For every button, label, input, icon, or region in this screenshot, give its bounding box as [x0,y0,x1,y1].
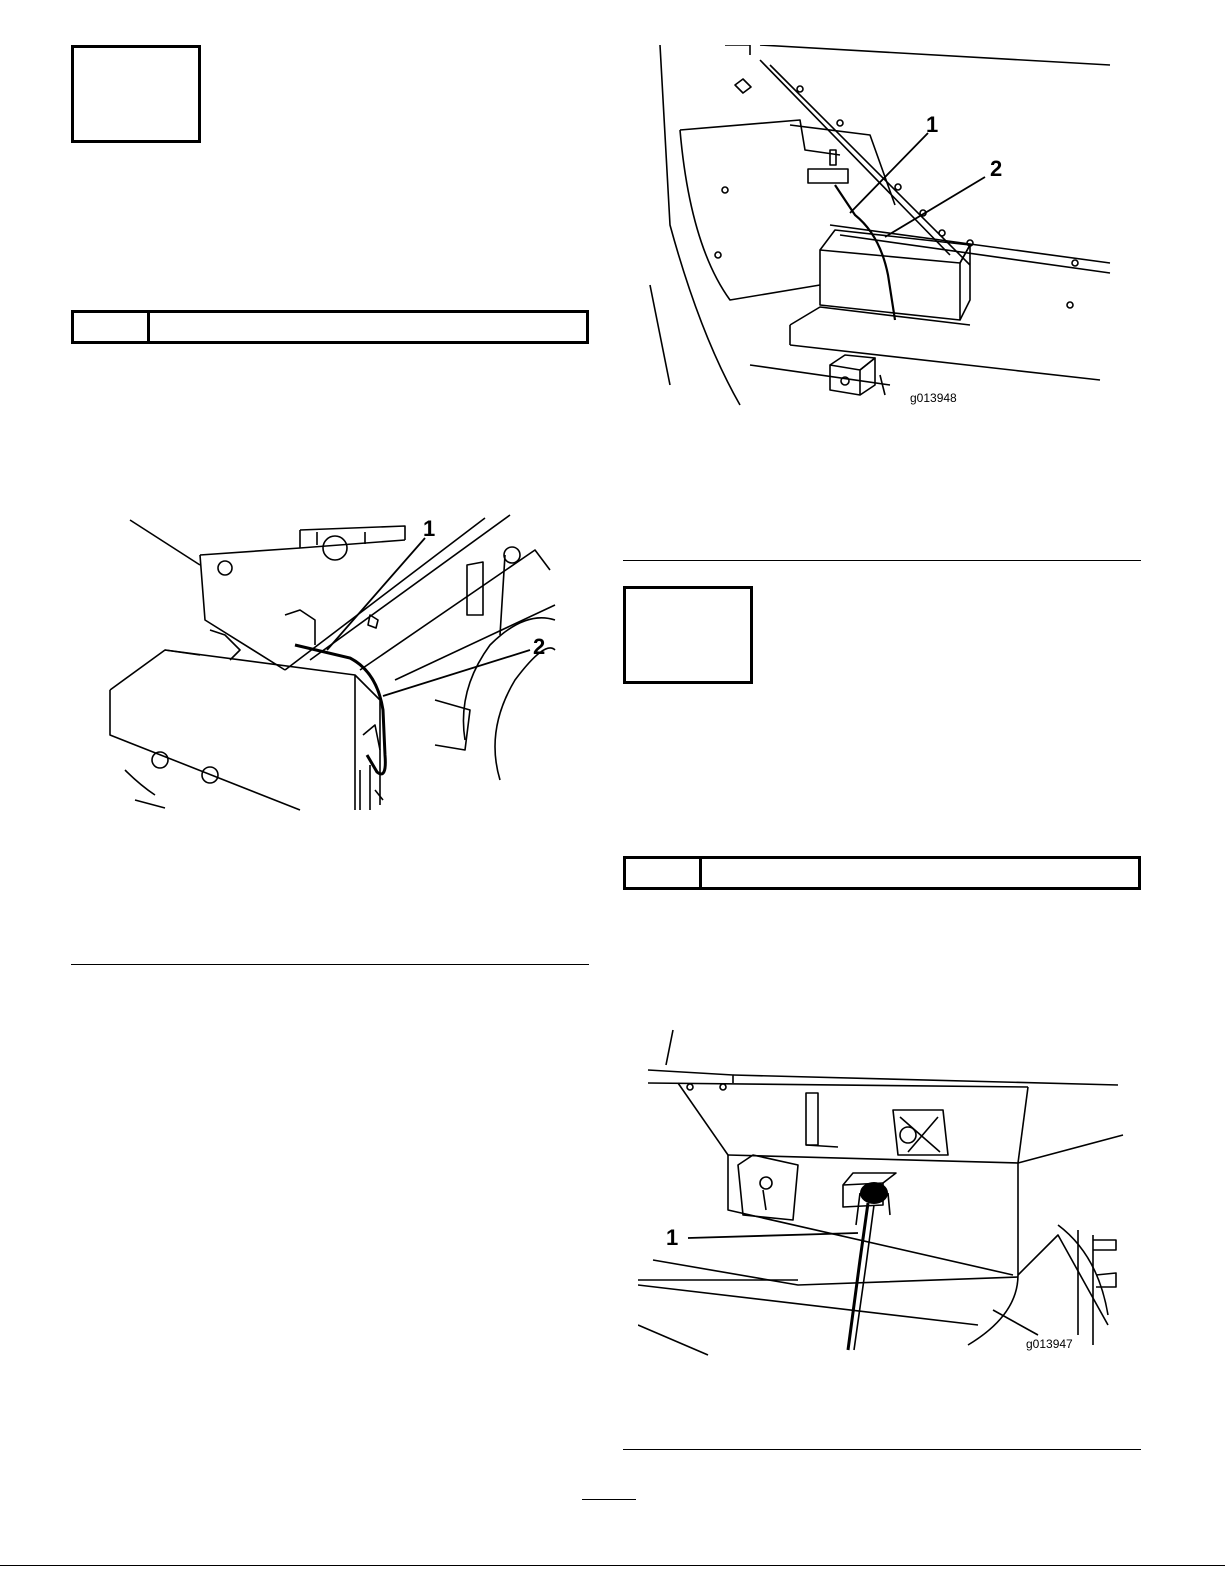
callout-1: 1 [423,516,436,541]
callout-2: 2 [533,634,546,659]
parts-table-left [71,310,589,344]
parts-table-description-cell [150,313,586,341]
page-footer-rule [0,1565,1225,1566]
step-number-box-right [623,586,753,684]
section-divider-right-bottom [623,1449,1141,1450]
section-divider-right-top [623,560,1141,561]
illustration-rear-connector [640,45,1120,410]
callout-1: 1 [926,112,939,137]
illustration-connector-plug [638,1025,1128,1360]
callout-2: 2 [990,156,1003,181]
parts-table-right [623,856,1141,890]
page-number-underline [582,1499,636,1500]
figure-code: g013948 [910,391,957,405]
callout-1: 1 [666,1225,679,1250]
parts-table-description-cell [702,859,1138,887]
parts-table-qty-cell [626,859,702,887]
illustration-cable-routing [105,510,560,815]
section-divider-left [71,964,589,965]
step-number-box-left [71,45,201,143]
figure-code: g013947 [1026,1337,1073,1351]
parts-table-qty-cell [74,313,150,341]
